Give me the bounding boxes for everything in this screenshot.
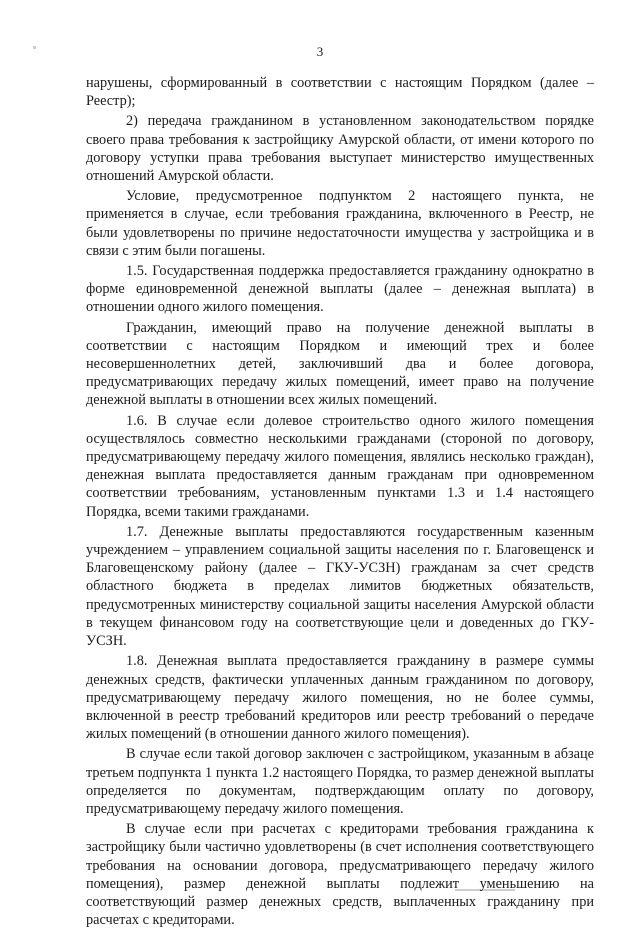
paragraph: 1.6. В случае если долевое строительство одного жилого помещения осуществлялось совместно несколькими гражданами (стороной по договору, предусматривающему передачу жилого помещения, являлись несколько граждан), денежная выплата предоставляется данным гражданам при одновременном соответствии требованиям, установленным пунктами 1.3 и 1.4 настоящего Порядка, всеми такими гражданами. — [86, 412, 594, 520]
document-body — [86, 74, 594, 929]
paragraph: 1.7. Денежные выплаты предоставляются государственным казенным учреждением – управлением социальной защиты населения по г. Благовещенск и Благовещенскому району (далее – ГКУ-УСЗН) гражданам за счет средств областного бюджета в пределах лимитов бюджетных обязательств, предусмотренных министерству социальной защиты населения Амурской области в текущем финансовом году на соответствующие цели и доведенных до ГКУ-УСЗН. — [86, 523, 594, 650]
paragraph: 1.8. Денежная выплата предоставляется гражданину в размере суммы денежных средств, фактически уплаченных данным гражданином по договору, предусматривающему передачу жилого помещения, но не более суммы, включенной в реестр требований кредиторов или реестр требований о передаче жилых помещений (в отношении данного жилого помещения). — [86, 653, 594, 743]
paragraph: 1.5. Государственная поддержка предоставляется гражданину однократно в форме единовременной денежной выплаты (далее – денежная выплата) в отношении одного жилого помещения. — [86, 263, 594, 316]
paragraph: В случае если такой договор заключен с застройщиком, указанным в абзаце третьем подпункта 1 пункта 1.2 настоящего Порядка, то размер денежной выплаты определяется по документам, подтверждающим оплату по договору, предусматривающему передачу жилого помещения. — [86, 746, 594, 817]
paragraph: Гражданин, имеющий право на получение денежной выплаты в соответствии с настоящим Порядком и имеющий трех и более несовершеннолетних детей, заключивший два и более договора, предусматривающих передачу жилых помещений, имеет право на получение денежной выплаты в отношении всех жилых помещений. — [86, 319, 594, 409]
paragraph: 2) передача гражданином в установленном законодательством порядке своего права требования к застройщику Амурской области, от имени которого по договору уступки права требования выступает министерство имущественных отношений Амурской области. — [86, 113, 594, 185]
paragraph: В случае если при расчетах с кредиторами требования гражданина к застройщику были частично удовлетворены (в счет исполнения соответствующего требования на основании договора, предусматривающего передачу жилого помещения), размер денежной выплаты подлежит уменьшению на соответствующий размер денежных средств, выплаченных гражданину при расчетах с кредиторами. — [86, 821, 594, 929]
page-number: 3 — [316, 44, 324, 59]
paragraph: Условие, предусмотренное подпунктом 2 настоящего пункта, не применяется в случае, если требования гражданина, включенного в Реестр, не были удовлетворены по причине недостаточности имущества у застройщика и в связи с этим были погашены. — [86, 188, 594, 259]
paragraph: нарушены, сформированный в соответствии с настоящим Порядком (далее – Реестр); — [86, 75, 594, 110]
